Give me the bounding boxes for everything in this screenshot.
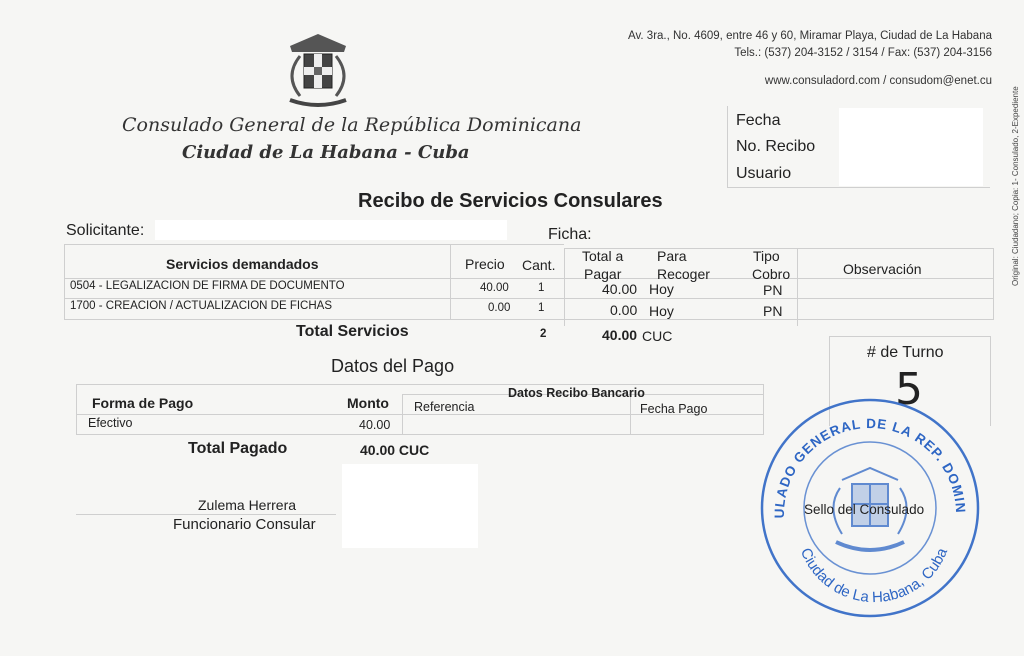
- solicitante-value-redacted: [155, 220, 507, 240]
- recibo-label: No. Recibo: [736, 138, 816, 155]
- monto-header: Monto: [347, 395, 389, 411]
- cobro-cell: PN: [763, 282, 783, 298]
- col-recoger-header-1: Para: [657, 248, 687, 264]
- col-servicio-header: Servicios demandados: [166, 256, 319, 272]
- stamp-overlay-label: Sello del Consulado: [804, 502, 925, 517]
- payment-table: [76, 380, 764, 440]
- copy-distribution-note: Original: Ciudadano; Copia: 1- Consulado, 2-Expediente: [1011, 86, 1020, 286]
- fecha-label: Fecha: [736, 112, 781, 129]
- referencia-header: Referencia: [414, 400, 475, 414]
- recoger-cell: Hoy: [649, 281, 674, 297]
- total-cell: 0.00: [610, 302, 638, 318]
- bank-receipt-header: Datos Recibo Bancario: [508, 386, 645, 400]
- receipt-title: Recibo de Servicios Consulares: [358, 190, 663, 212]
- payment-section-title: Datos del Pago: [331, 356, 455, 376]
- col-recoger-header-2: Recoger: [657, 266, 710, 282]
- col-precio-header: Precio: [465, 256, 505, 272]
- city-line: Ciudad de La Habana - Cuba: [182, 142, 470, 163]
- col-observacion-header: Observación: [843, 261, 922, 277]
- address-line-2: Tels.: (537) 204-3152 / 3154 / Fax: (537) 204-3156: [734, 47, 992, 59]
- signature-line: [76, 514, 336, 515]
- turno-number: 5: [895, 364, 923, 415]
- stamp-top-text: ULADO GENERAL DE LA REP. DOMIN: [771, 415, 969, 519]
- official-title: Funcionario Consular: [173, 516, 316, 533]
- usuario-label: Usuario: [736, 165, 792, 182]
- total-cant: 2: [540, 328, 547, 340]
- col-total-header-1: Total a: [582, 248, 624, 264]
- col-cobro-header-2: Cobro: [752, 266, 791, 282]
- recoger-cell: Hoy: [649, 303, 674, 319]
- cant-cell: 1: [538, 282, 545, 294]
- precio-cell: 40.00: [480, 282, 509, 294]
- services-table: [64, 244, 994, 334]
- official-name: Zulema Herrera: [198, 497, 297, 513]
- total-cell: 40.00: [602, 281, 638, 297]
- precio-cell: 0.00: [488, 302, 511, 314]
- meta-values-redacted: [839, 108, 983, 186]
- forma-header: Forma de Pago: [92, 395, 194, 411]
- address-line-1: Av. 3ra., No. 4609, entre 46 y 60, Miramar Playa, Ciudad de La Habana: [628, 30, 992, 42]
- cobro-cell: PN: [763, 303, 783, 319]
- solicitante-label: Solicitante:: [66, 222, 145, 239]
- col-total-header-2: Pagar: [584, 266, 622, 282]
- consulate-name: Consulado General de la República Dominicana: [122, 114, 582, 136]
- servicio-cell: 0504 - LEGALIZACION DE FIRMA DE DOCUMENTO: [70, 280, 345, 292]
- servicio-cell: 1700 - CREACION / ACTUALIZACION DE FICHAS: [70, 300, 333, 312]
- col-cant-header: Cant.: [522, 257, 556, 273]
- signature-redacted: [342, 464, 478, 548]
- turno-label: # de Turno: [867, 344, 944, 361]
- fecha-pago-header: Fecha Pago: [640, 402, 708, 416]
- cant-cell: 1: [538, 302, 545, 314]
- total-servicios-amount: 40.00: [602, 327, 638, 343]
- monto-cell: 40.00: [359, 418, 391, 432]
- coat-of-arms-logo: [270, 26, 366, 112]
- web-email: www.consuladord.com / consudom@enet.cu: [764, 75, 992, 87]
- forma-cell: Efectivo: [88, 416, 133, 430]
- svg-text:Ciudad de La Habana, Cuba: [797, 545, 951, 606]
- total-servicios-currency: CUC: [642, 328, 673, 344]
- total-servicios-label: Total Servicios: [296, 323, 409, 340]
- total-pagado-amount: 40.00 CUC: [360, 442, 430, 458]
- ficha-label: Ficha:: [548, 226, 592, 243]
- stamp-bottom-text: Ciudad de La Habana, Cuba: [796, 545, 952, 607]
- meta-box: [727, 106, 990, 188]
- consulate-stamp: [756, 396, 984, 620]
- total-pagado-label: Total Pagado: [188, 440, 288, 457]
- col-cobro-header-1: Tipo: [753, 248, 780, 264]
